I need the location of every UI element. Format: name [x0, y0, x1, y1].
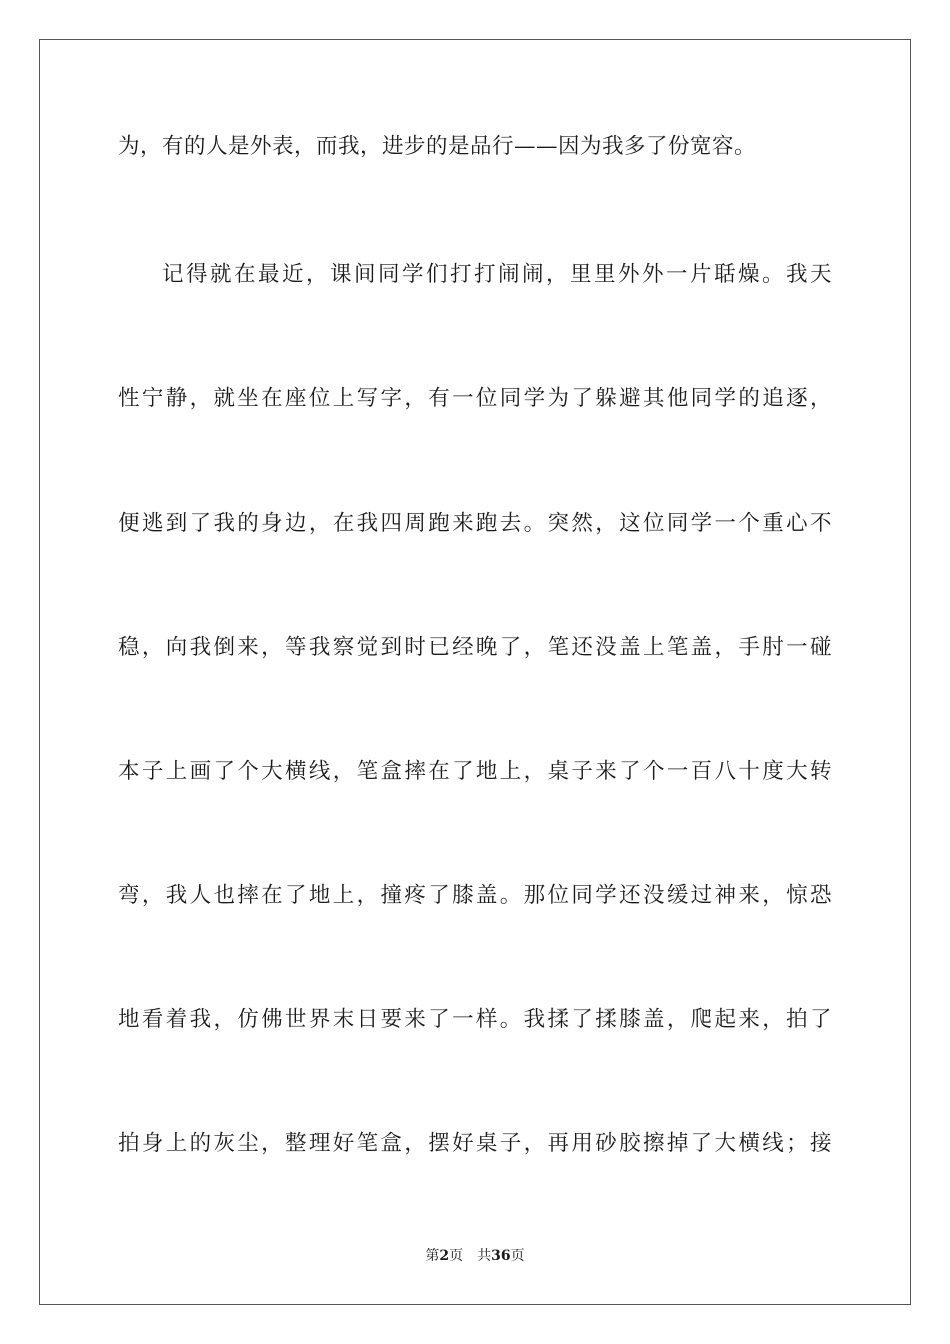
text-line-7: 弯，我人也摔在了地上，撞疼了膝盖。那位同学还没缓过神来，惊恐 — [118, 883, 832, 908]
text-line-5: 稳，向我倒来，等我察觉到时已经晚了，笔还没盖上笔盖，手肘一碰 — [118, 635, 832, 660]
page-suffix: 页 — [449, 1248, 464, 1264]
text-line-9: 拍身上的灰尘，整理好笔盒，摆好桌子，再用砂胶擦掉了大横线；接 — [118, 1131, 832, 1156]
total-prefix: 共 — [477, 1248, 492, 1264]
page-prefix: 第 — [425, 1248, 440, 1264]
text-line-3: 性宁静，就坐在座位上写字，有一位同学为了躲避其他同学的追逐， — [118, 386, 832, 411]
text-line-8: 地看着我，仿佛世界末日要来了一样。我揉了揉膝盖，爬起来，拍了 — [118, 1007, 832, 1032]
text-line-4: 便逃到了我的身边，在我四周跑来跑去。突然，这位同学一个重心不 — [118, 511, 832, 536]
text-line-2: 记得就在最近，课间同学们打打闹闹，里里外外一片聒燥。我天 — [162, 262, 832, 287]
text-line-6: 本子上画了个大横线，笔盒摔在了地上，桌子来了个一百八十度大转 — [118, 759, 832, 784]
page-footer — [0, 1246, 950, 1266]
total-suffix: 页 — [510, 1248, 525, 1264]
page-border — [39, 39, 911, 1305]
text-line-1: 为，有的人是外表，而我，进步的是品行——因为我多了份宽容。 — [118, 134, 757, 159]
total-pages: 36 — [491, 1248, 511, 1264]
page-number: 2 — [439, 1248, 450, 1264]
